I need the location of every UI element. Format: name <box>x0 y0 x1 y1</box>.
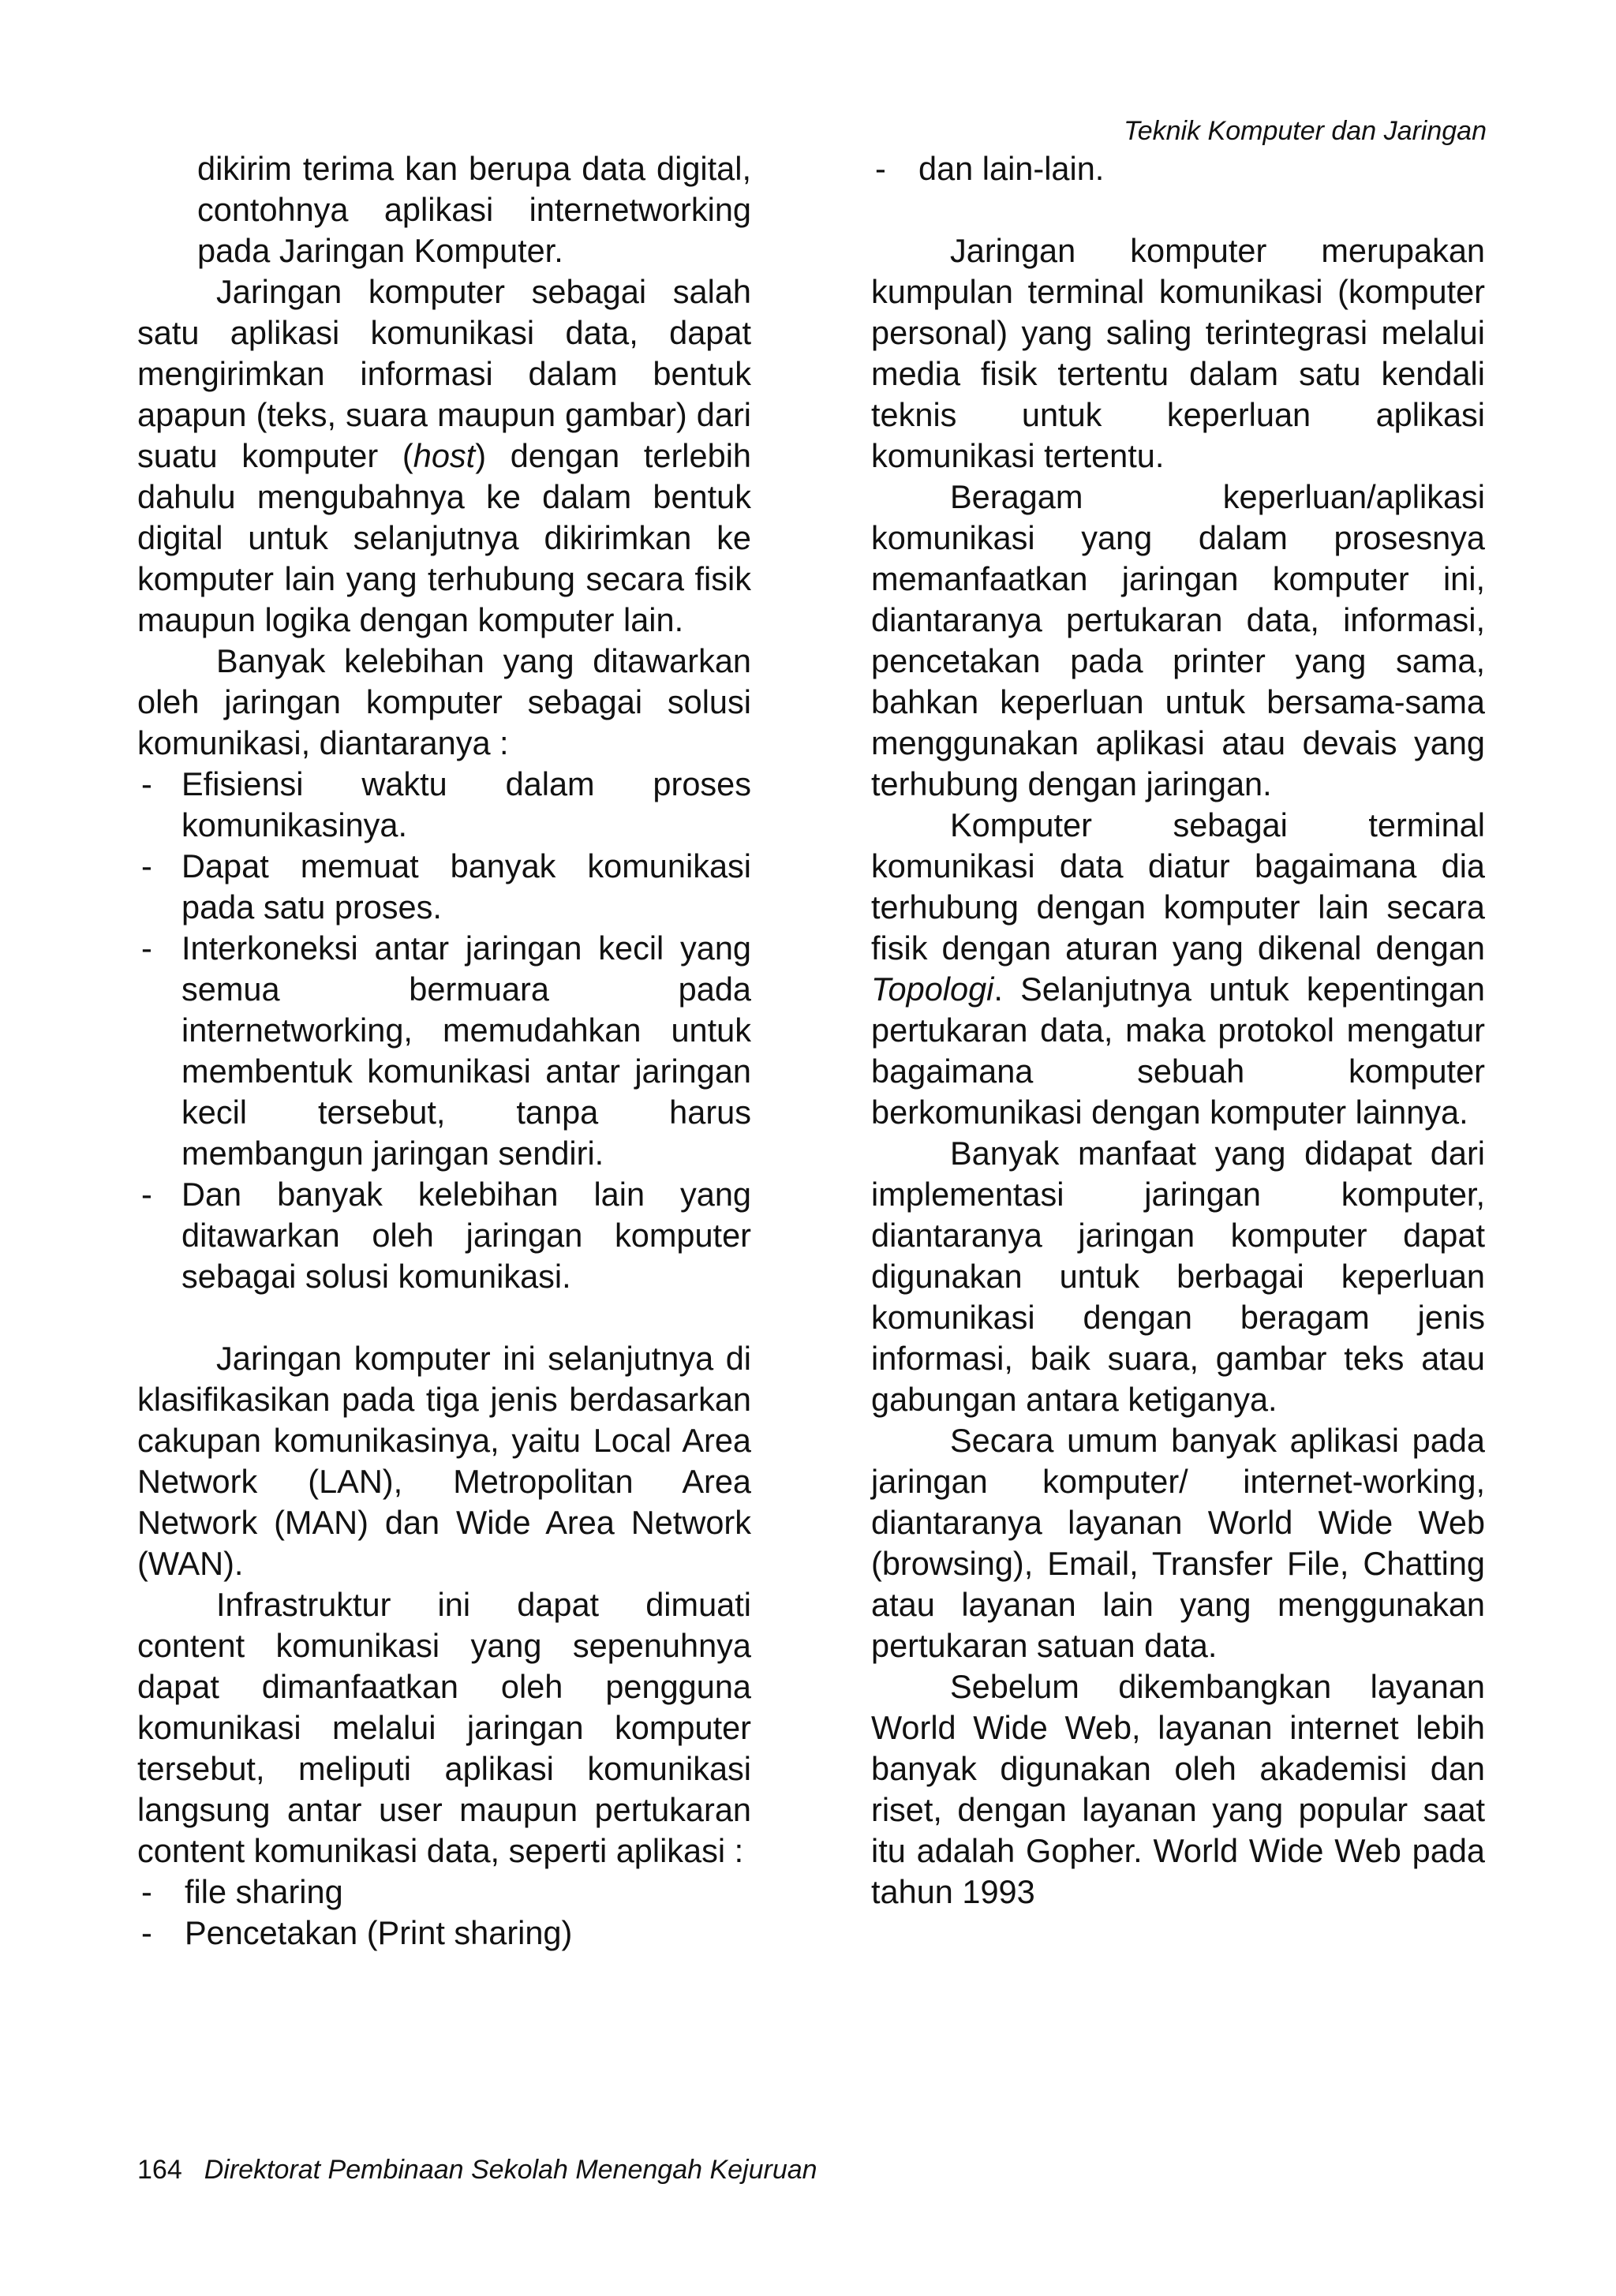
list-item-text: Dapat memuat banyak komunikasi pada satu proses. <box>181 847 751 926</box>
paragraph: Jaringan komputer merupakan kumpulan terminal komunikasi (komputer personal) yang saling terintegrasi melalui media fisik tertentu dalam satu kendali teknis untuk keperluan aplikasi komunikasi tertentu. <box>871 232 1485 474</box>
paragraph: Infrastruktur ini dapat dimuati content komunikasi yang sepenuhnya dapat dimanfaatkan oleh pengguna komunikasi melalui jaringan komputer tersebut, meliputi aplikasi komunikasi langsung antar user maupun pertukaran content komunikasi data, seperti aplikasi : <box>137 1586 751 1869</box>
paragraph-text: Komputer sebagai terminal komunikasi data diatur bagaimana dia terhubung dengan komputer lain secara fisik dengan aturan yang dikenal dengan <box>871 806 1485 967</box>
paragraph: Secara umum banyak aplikasi pada jaringan komputer/ internet-working, diantaranya layanan World Wide Web (browsing), Email, Transfer File, Chatting atau layanan lain yang menggunakan pertukaran satuan data. <box>871 1422 1485 1664</box>
spacer <box>137 1297 751 1338</box>
page-footer <box>137 2154 817 2186</box>
dash-bullet: - <box>141 929 152 967</box>
list-item <box>137 764 751 846</box>
right-column <box>871 148 1485 1913</box>
paragraph: Banyak manfaat yang didapat dari implementasi jaringan komputer, diantaranya jaringan komputer dapat digunakan untuk berbagai keperluan komunikasi dengan beragam jenis informasi, baik suara, gambar teks atau gabungan antara ketiganya. <box>871 1135 1485 1418</box>
spacer <box>871 189 1485 230</box>
list-item-text: Dan banyak kelebihan lain yang ditawarkan oleh jaringan komputer sebagai solusi komunikasi. <box>181 1176 751 1295</box>
running-header: Teknik Komputer dan Jaringan <box>1124 116 1487 146</box>
list-item <box>137 846 751 928</box>
paragraph <box>137 271 751 641</box>
paragraph-text: Jaringan komputer sebagai salah satu aplikasi komunikasi data, dapat mengirimkan informasi dalam bentuk apapun (teks, suara maupun gambar) dari suatu komputer ( <box>137 273 751 474</box>
list-item <box>137 1872 751 1913</box>
dash-bullet: - <box>141 1914 152 1951</box>
paragraph-continued: dikirim terima kan berupa data digital, contohnya aplikasi internetworking pada Jaringan Komputer. <box>197 150 751 269</box>
footer-title: Direktorat Pembinaan Sekolah Menengah Kejuruan <box>204 2155 817 2185</box>
list-item <box>871 148 1485 189</box>
left-column <box>137 148 751 1954</box>
dash-bullet: - <box>141 847 152 884</box>
list-item-text: Efisiensi waktu dalam proses komunikasinya. <box>181 765 751 843</box>
dash-bullet: - <box>141 1176 152 1213</box>
list-item <box>137 1913 751 1954</box>
list-item <box>137 928 751 1174</box>
paragraph-text: . Selanjutnya untuk kepentingan pertukaran data, maka protokol mengatur bagaimana sebuah komputer berkomunikasi dengan komputer lainnya. <box>871 970 1485 1131</box>
emphasis-text: host <box>413 437 476 474</box>
paragraph-text: ) dengan terlebih dahulu mengubahnya ke dalam bentuk digital untuk selanjutnya dikirimkan ke komputer lain yang terhubung secara fisik maupun logika dengan komputer lain. <box>137 437 751 638</box>
list-item-text: dan lain-lain. <box>918 150 1105 187</box>
list-item-text: Pencetakan (Print sharing) <box>185 1914 573 1951</box>
paragraph <box>871 805 1485 1133</box>
list-item-text: Interkoneksi antar jaringan kecil yang semua bermuara pada internetworking, memudahkan untuk membentuk komunikasi antar jaringan kecil tersebut, tanpa harus membangun jaringan sendiri. <box>181 929 751 1172</box>
paragraph: Sebelum dikembangkan layanan World Wide Web, layanan internet lebih banyak digunakan oleh akademisi dan riset, dengan layanan yang popular saat itu adalah Gopher. World Wide Web pada tahun 1993 <box>871 1668 1485 1910</box>
dash-bullet: - <box>875 150 886 187</box>
list-item <box>137 1174 751 1297</box>
list-item-text: file sharing <box>185 1873 343 1910</box>
paragraph: Jaringan komputer ini selanjutnya di klasifikasikan pada tiga jenis berdasarkan cakupan komunikasinya, yaitu Local Area Network (LAN), Metropolitan Area Network (MAN) dan Wide Area Network (WAN). <box>137 1340 751 1582</box>
dash-bullet: - <box>141 765 152 802</box>
dash-bullet: - <box>141 1873 152 1910</box>
paragraph: Beragam keperluan/aplikasi komunikasi yang dalam prosesnya memanfaatkan jaringan komputer ini, diantaranya pertukaran data, informasi, pencetakan pada printer yang sama, bahkan keperluan untuk bersama-sama menggunakan aplikasi atau devais yang terhubung dengan jaringan. <box>871 478 1485 802</box>
emphasis-text: Topologi <box>871 970 994 1008</box>
paragraph: Banyak kelebihan yang ditawarkan oleh jaringan komputer sebagai solusi komunikasi, diantaranya : <box>137 642 751 761</box>
page-number: 164 <box>137 2155 182 2185</box>
